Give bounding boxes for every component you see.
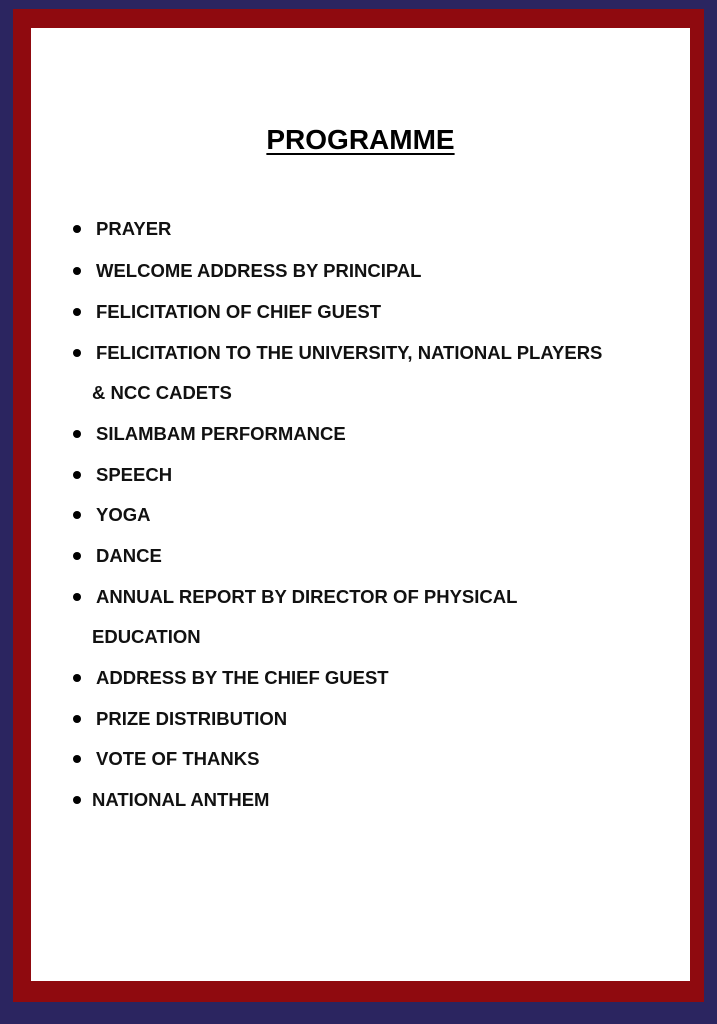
list-item-label: VOTE OF THANKS [96,748,260,769]
list-item-label: SPEECH [96,464,173,485]
page-title-text: PROGRAMME [266,124,455,155]
list-item-label: FELICITATION OF CHIEF GUEST [96,301,382,322]
bullet-icon [73,715,81,723]
list-item-continuation: & NCC CADETS [92,382,232,403]
list-item-label: ADDRESS BY THE CHIEF GUEST [96,667,389,688]
list-item-label: NATIONAL ANTHEM [92,789,270,810]
programme-page [31,28,690,981]
list-item-label: FELICITATION TO THE UNIVERSITY, NATIONAL PLAYERS [96,342,603,363]
bullet-icon [73,796,81,804]
bullet-icon [73,552,81,560]
bullet-icon [73,267,81,275]
bullet-icon [73,349,81,357]
list-item-label: YOGA [96,504,151,525]
bullet-icon [73,308,81,316]
list-item-label: DANCE [96,545,162,566]
list-item-continuation: EDUCATION [92,626,201,647]
bullet-icon [73,755,81,763]
bullet-icon [73,511,81,519]
bullet-icon [73,471,81,479]
bullet-icon [73,430,81,438]
list-item-label: SILAMBAM PERFORMANCE [96,423,346,444]
list-item-label: PRIZE DISTRIBUTION [96,708,288,729]
bullet-icon [73,225,81,233]
page-title [31,124,690,156]
list-item-label: PRAYER [96,218,172,239]
bullet-icon [73,674,81,682]
list-item-label: WELCOME ADDRESS BY PRINCIPAL [96,260,422,281]
bullet-icon [73,593,81,601]
list-item-label: ANNUAL REPORT BY DIRECTOR OF PHYSICAL [96,586,518,607]
